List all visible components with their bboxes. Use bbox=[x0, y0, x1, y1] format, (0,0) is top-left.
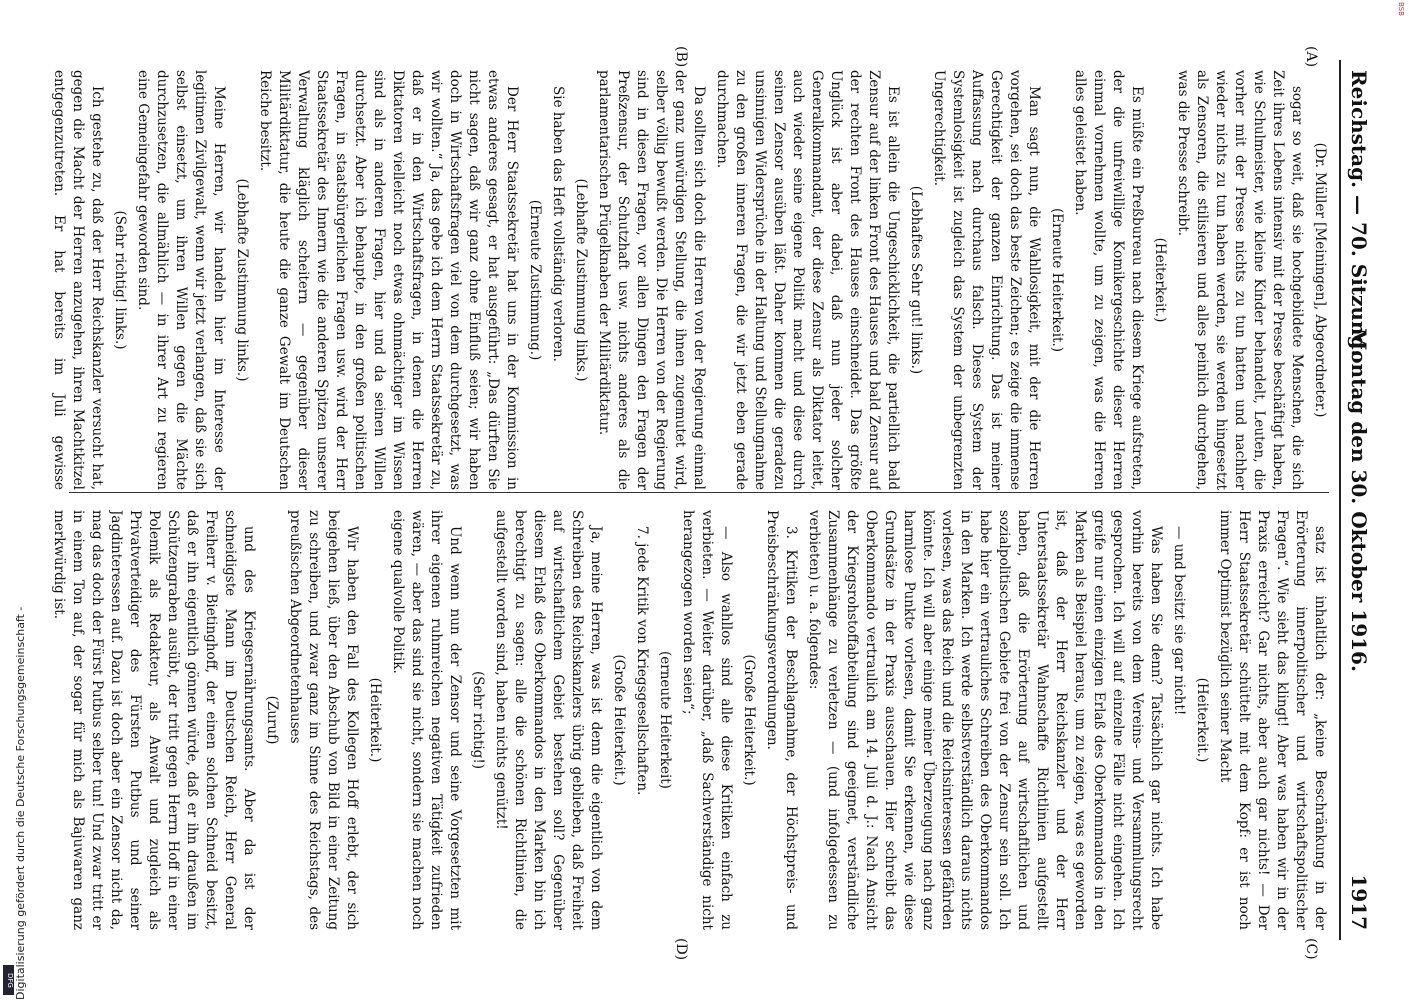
header-rule bbox=[1339, 60, 1341, 940]
right-paragraph: (Sehr richtig!) bbox=[470, 670, 486, 770]
right-paragraph: (Große Heiterkeit.) bbox=[741, 654, 757, 786]
right-paragraph: (Heiterkeit.) bbox=[367, 677, 383, 763]
dfg-logo: DFG bbox=[3, 965, 14, 995]
header-session: Reichstag. — 70. Sitzung. bbox=[1347, 70, 1371, 357]
header-date: Montag den 30. Oktober 1916. bbox=[1347, 328, 1371, 672]
right-paragraph: (Heiterkeit.) bbox=[1194, 677, 1210, 763]
left-paragraph: Ich gestehe zu, daß der Herr Reichskanzler versucht hat, gegen die Macht der Herren anzugehen, ihren Machtkitzel entgegenzutreten. Er hat bereits im Juli gewisse bbox=[51, 70, 105, 490]
right-paragraph: (Große Heiterkeit.) bbox=[611, 654, 627, 786]
left-column-text bbox=[49, 70, 1306, 490]
left-paragraph: Der Herr Staatssekretär hat uns in der Kommission in etwas anderes gesagt, er hat ausgeführt: „Das dürften Sie nicht sagen, daß wir ganz ohne Einfluß seien; wir haben doch in Wirtschaftsfragen viel von dem durchgesetzt, was wir wollten.“ Ja, das gebe ich dem Herrn Staatssekretär zu, daß er in den Wirtschaftsfragen, in denen die Herren Diktatoren vielleicht noch etwas ohnmächtiger im Wissen sind als in anderen Fragen, hier und da seinen Willen durchsetzt. Aber ich behaupte, in den großen politischen Fragen, in staatsbürgerlichen Fragen usw. wird der Herr Staatssekretär des Innern wie die anderen Spitzen unserer Verwaltung kläglich scheitern — gegenüber dieser Militärdiktatur, die heute die ganze Gewalt im Deutschen Reiche besitzt. bbox=[257, 70, 520, 490]
right-paragraph: — Also wahllos sind alle diese Kritiken einfach zu verbieten. — Weiter darüber, „daß Sachverständige nicht herangezogen worden seien“; bbox=[680, 510, 734, 930]
right-paragraph: Ja, meine Herren, was ist denn die eigentlich von dem Schreiben des Reichskanzlers übrig geblieben, daß Freiheit auf wirtschaftlichem Gebiet bestehen soll? Gegenüber diesem Erlaß des Oberkommandos in den Marken bin ich berechtigt zu sagen: alle die schönen Richtlinien, die aufgestellt worden sind, haben nichts genützt! bbox=[493, 510, 604, 930]
left-paragraph: sogar so weit, daß sie hochgebildete Menschen, die sich Zeit ihres Lebens intensiv mit der Presse beschäftigt haben, wie Schulmeister, wie kleine Kinder behandelt, Leuten, die vorher mit der Presse nichts zu tun hatten und nachher wieder nichts zu tun haben werden, sie werden hingesetzt als Zensoren, die stilisieren und alles peinlich durchgehen, was die Presse schreibt. bbox=[1175, 70, 1305, 490]
marker-d: (D) bbox=[673, 938, 689, 961]
right-paragraph: Und wenn nun der Zensor und seine Vorgesetzten mit ihrer eigenen ruhmreichen negativen Tätigkeit zufrieden wären, — aber das sind sie nicht, sondern sie machen noch eigene qualvolle Politik. bbox=[390, 510, 463, 930]
left-paragraph: (Heiterkeit.) bbox=[1152, 237, 1168, 323]
left-paragraph: Es ist allein die Ungeschicklichkeit, die partiellich bald Zensur auf der linken Front des Hauses und bald Zensur auf der rechten Front des Hauses einschneidet. Das größte Unglück ist aber dabei, daß nun jeder solcher Generalkommandant, der diese Zensur als Diktator leitet, auch wieder seine eigene Politik macht und diese durch seinen Zensor ausüben läßt. Daher kommen die geradezu unsinnigen Widersprüche in der Haltung und Stellungnahme zu den großen inneren Fragen, die wir jetzt eben gerade durchmachen. bbox=[714, 70, 901, 490]
marker-a: (A) bbox=[1303, 46, 1319, 68]
right-paragraph: (Zuruf) bbox=[264, 695, 280, 745]
right-paragraph: Was haben Sie denn? Tatsächlich gar nichts. Ich habe vorhin bereits von dem Vereins- und Versammlungsrecht gesprochen. Ich will auf einzelne Fälle nicht eingehen. Ich greife nur einen einzigen Erlaß des Oberkommandos in den Marken als Beispiel heraus, um zu zeigen, was es geworden ist, daß der Herr Reichskanzler und der Herr Unterstaatssekretär Wahnschaffe Richtlinien aufgestellt haben, daß die Erörterung auf wirtschaftlichen und sozialpolitischen Gebiete frei von der Zensur sein soll. Ich habe hier ein vertrauliches Schreiben des Oberkommandos in den Marken. Ich werde selbstverständlich daraus nichts vorlesen, was das Reich und die Reichsinteressen gefährden könnte. Ich will aber einige meiner Überzeugung nach ganz harmlose Punkte vorlesen, damit Sie erkennen, wie diese Grundsätze in der Praxis ausschauen. Hier schreibt das Oberkommando vertraulich am 14. Juli d. J.: Nach Ansicht der Kriegsrohstoffabteilung sind geeignet, verständliche Zusammenhänge zu verletzen — (und infolgedessen zu verbieten) u. a. folgendes: bbox=[806, 510, 1164, 930]
right-paragraph: — und besitzt sie gar nicht! bbox=[1171, 526, 1187, 716]
left-paragraph: Man sagt nun, die Wahllosigkeit, mit der die Herren vorgehen, sei doch das beste Zeichen; es zeige die immense Gerechtigkeit der ganzen Einrichtung. Das ist meiner Auffassung nach durchaus falsch. Dieses System der Systemlosigkeit ist zugleich das System der unbegrenzten Ungerechtigkeit. bbox=[931, 70, 1042, 490]
left-paragraph: Da sollten sich doch die Herren von der Regierung einmal der ganz unwürdigen Stellung, die ihnen zugemutet wird, selber völlig bewußt werden. Die Herren von der Regierung sind in diesen Fragen, vor allen Dingen den Fragen der Preßzensur, der Schutzhaft usw. nichts anderes als die parlamentarischen Prügelknaben der Militärdiktatur. bbox=[596, 70, 707, 490]
left-paragraph: (Lebhafte Zustimmung links.) bbox=[573, 178, 589, 382]
right-paragraph: (erneute Heiterkeit) bbox=[657, 651, 673, 789]
bsb-mark: BSB bbox=[1397, 2, 1405, 16]
left-column bbox=[49, 70, 1329, 490]
right-column bbox=[49, 510, 1329, 930]
marker-b: (B) bbox=[673, 46, 689, 68]
digitization-sidebar bbox=[0, 0, 27, 1000]
right-column-text bbox=[49, 510, 1329, 930]
left-paragraph: Sie haben das Heft vollständig verloren. bbox=[550, 86, 566, 362]
left-paragraph: Es müßte ein Preßbureau nach diesem Kriege aufstreten, der die unfreiwillige Komikergeschichte dieser Herren einmal vornehmen wollte, um zu zeigen, was die Herren alles geleistet haben. bbox=[1072, 70, 1145, 490]
column-divider bbox=[69, 492, 1329, 493]
right-paragraph: 3. Kritiken der Beschlagnahme, der Höchstpreis- und Preisbeschränkungsverordnungen. bbox=[764, 510, 799, 930]
page-header bbox=[1329, 40, 1389, 960]
header-page-number: 1917 bbox=[1347, 874, 1371, 930]
left-paragraph: (Lebhaftes Sehr gut! links.) bbox=[908, 185, 924, 375]
speaker-label: (Dr. Müller [Meiningen], Abgeordneter.) bbox=[1312, 142, 1328, 418]
marker-c: (C) bbox=[1303, 938, 1319, 960]
right-paragraph: und des Kriegsernährungsamts. Aber da ist der schneidigste Mann im Deutschen Reich, Herr General Freiherr v. Bietinghoff, der einen solchen Schneid besitzt, daß er ihn eigentlich gönnen würde, daß er ihn draußen im Schützengraben ausübt, der tritt gegen Herrn Hoff in einer Polemik als Redakteur, als Anwalt und zugleich als Privatverteidiger des Fürsten Putbus und seiner Jagdinteressen auf. Dazu ist doch aber ein Zensor nicht da, mag das doch der Fürst Putbus selber tun! Und zwar tritt er in einem Ton auf, der sogar für mich als Bajuwaren ganz merkwürdig ist. bbox=[51, 510, 257, 930]
right-paragraph: Wir haben den Fall des Kollegen Hoff erlebt, der sich beigehen ließ, über den Abschub von Bild in einer Zeitung zu schreiben, und zwar ganz im Sinne des Reichstags, des preußischen Abgeordnetenhauses bbox=[287, 510, 360, 930]
right-paragraph: 7. jede Kritik von Kriegsgesellschaften. bbox=[634, 526, 650, 796]
left-paragraph: (Erneute Heiterkeit.) bbox=[1049, 207, 1065, 353]
left-paragraph: (Erneute Zustimmung.) bbox=[527, 199, 543, 361]
funding-credit: Digitalisierung gefördert durch die Deutsche Forschungsgemeinschaft - bbox=[14, 606, 27, 1000]
left-paragraph: (Sehr richtig! links.) bbox=[112, 210, 128, 350]
left-paragraph: (Lebhafte Zustimmung links.) bbox=[234, 178, 250, 382]
right-paragraph: satz ist inhaltlich der: „keine Beschränkung in der Erörterung innerpolitischer und wirtschaftspolitischer Fragen“. Wie sieht das klingt! Aber was haben wir in der Praxis erreicht? Gar nichts, aber auch gar nichts! — Der Herr Staatssekretär schüttelt mit dem Kopf: er ist noch immer Optimist bezüglich seiner Macht bbox=[1217, 510, 1328, 930]
left-paragraph: Meine Herren, wir handeln hier im Interesse der legitimen Zivilgewalt, wenn wir jetzt verlangen, daß sie sich selbst einsetzt, um ihren Willen gegen die Mächte durchzusetzen, die allmählich — in ihrer Art zu regieren eine Gemeingefahr geworden sind. bbox=[135, 70, 227, 490]
